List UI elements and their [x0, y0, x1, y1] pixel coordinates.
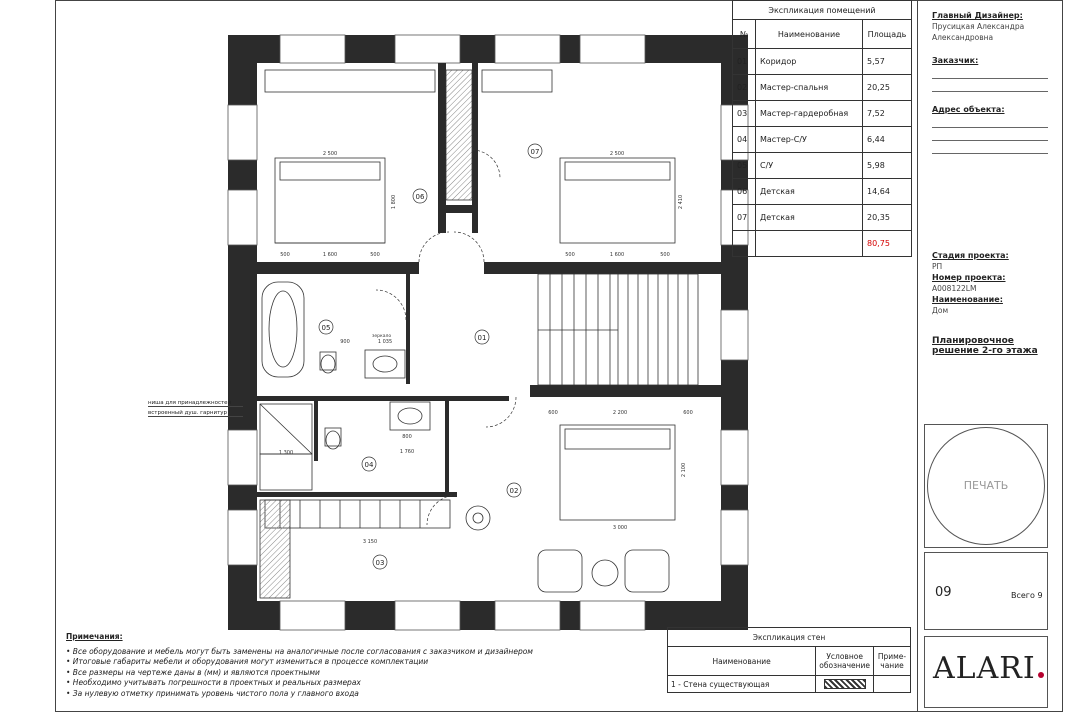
walls-col-symbol: Условное обозначение — [816, 647, 874, 676]
svg-text:3 000: 3 000 — [612, 525, 628, 531]
rooms-col-name: Наименование — [756, 20, 863, 49]
stage-label: Стадия проекта: — [932, 251, 1009, 260]
note-item: • Необходимо учитывать погрешности в проектных и реальных размерах — [66, 678, 361, 687]
rooms-table-title: Экспликация помещений — [733, 1, 912, 20]
svg-text:1 800: 1 800 — [391, 194, 397, 210]
table-row: 06 Детская 14,64 — [733, 179, 912, 205]
svg-text:1 760: 1 760 — [399, 449, 415, 455]
address-label: Адрес объекта: — [932, 105, 1005, 114]
stage-value: РП — [932, 262, 943, 271]
sheet-number: 09 — [935, 585, 952, 600]
mirror-label: зеркало — [372, 334, 392, 339]
rooms-col-num: № — [733, 20, 756, 49]
table-total-row — [733, 231, 912, 257]
logo-box — [924, 636, 1048, 708]
notes — [66, 632, 656, 699]
rooms-col-area: Площадь — [863, 20, 912, 49]
designer-name: Прусицкая Александра Александровна — [932, 22, 1025, 42]
alari-logo: ALARI — [933, 651, 1044, 686]
table-row: 01 Коридор 5,57 — [733, 49, 912, 75]
walls-col-name: Наименование — [668, 647, 816, 676]
svg-text:1 035: 1 035 — [377, 339, 393, 345]
svg-text:2 500: 2 500 — [609, 151, 625, 157]
svg-text:800: 800 — [402, 434, 412, 440]
rooms-total: 80,75 — [863, 231, 912, 257]
name-label: Наименование: — [932, 295, 1003, 304]
svg-text:2 100: 2 100 — [681, 462, 687, 478]
sheet-total: Всего 9 — [1011, 591, 1043, 600]
table-row: 03 Мастер-гардеробная 7,52 — [733, 101, 912, 127]
rooms-table — [732, 0, 912, 257]
walls-table — [667, 627, 911, 693]
notes-title: Примечания: — [66, 632, 123, 641]
svg-text:3 150: 3 150 — [362, 539, 378, 545]
svg-text:2 500: 2 500 — [322, 151, 338, 157]
svg-text:1 600: 1 600 — [322, 252, 338, 258]
room-tag-05: 05 — [321, 324, 331, 332]
sheet-title: Планировочное решение 2-го этажа — [932, 336, 1038, 356]
room-tag-02: 02 — [509, 487, 519, 495]
svg-text:500: 500 — [660, 252, 670, 258]
room-tag-01: 01 — [477, 334, 487, 342]
walls-table-title: Экспликация стен — [668, 628, 911, 647]
svg-text:600: 600 — [683, 410, 693, 416]
note-item: • За нулевую отметку принимать уровень чистого пола у главного входа — [66, 688, 359, 698]
room-tag-07: 07 — [530, 148, 540, 156]
project-no-label: Номер проекта: — [932, 273, 1006, 282]
svg-text:600: 600 — [548, 410, 558, 416]
stamp-area — [924, 424, 1048, 548]
note-item: • Итоговые габариты мебели и оборудования могут измениться в процессе комплектации — [66, 657, 429, 666]
svg-text:900: 900 — [340, 339, 350, 345]
room-tag-04: 04 — [364, 461, 374, 469]
room-tag-06: 06 — [415, 193, 425, 201]
svg-text:500: 500 — [280, 252, 290, 258]
stamp-label: ПЕЧАТЬ — [963, 479, 1009, 492]
name-value: Дом — [932, 306, 949, 315]
callout-shower: встроенный душ. гарнитур — [148, 410, 243, 417]
table-row: 04 Мастер-С/У 6,44 — [733, 127, 912, 153]
svg-text:500: 500 — [370, 252, 380, 258]
svg-text:500: 500 — [565, 252, 575, 258]
wall-hatch-symbol — [824, 679, 866, 689]
table-row: 1 - Стена существующая — [668, 676, 911, 693]
callout-niche: ниша для принадлежностей — [148, 400, 243, 407]
sheet-number-box — [924, 552, 1048, 630]
svg-text:2 200: 2 200 — [612, 410, 628, 416]
walls-col-note: Приме-чание — [874, 647, 911, 676]
project-no-value: A008122LM — [932, 284, 977, 293]
room-tag-03: 03 — [375, 559, 385, 567]
logo-dot — [1038, 672, 1044, 678]
designer-label: Главный Дизайнер: — [932, 11, 1023, 20]
svg-text:1 300: 1 300 — [278, 450, 294, 456]
table-row: 07 Детская 20,35 — [733, 205, 912, 231]
table-row: 02 Мастер-спальня 20,25 — [733, 75, 912, 101]
client-label: Заказчик: — [932, 56, 979, 65]
table-row: 05 С/У 5,98 — [733, 153, 912, 179]
note-item: • Все оборудование и мебель могут быть заменены на аналогичные после согласования с заказчиком и дизайнером — [66, 646, 533, 656]
floor-plan — [220, 30, 755, 635]
title-block — [932, 10, 1048, 356]
svg-text:1 600: 1 600 — [609, 252, 625, 258]
note-item: • Все размеры на чертеже даны в (мм) и являются проектными — [66, 667, 320, 677]
svg-text:2 410: 2 410 — [678, 194, 684, 210]
